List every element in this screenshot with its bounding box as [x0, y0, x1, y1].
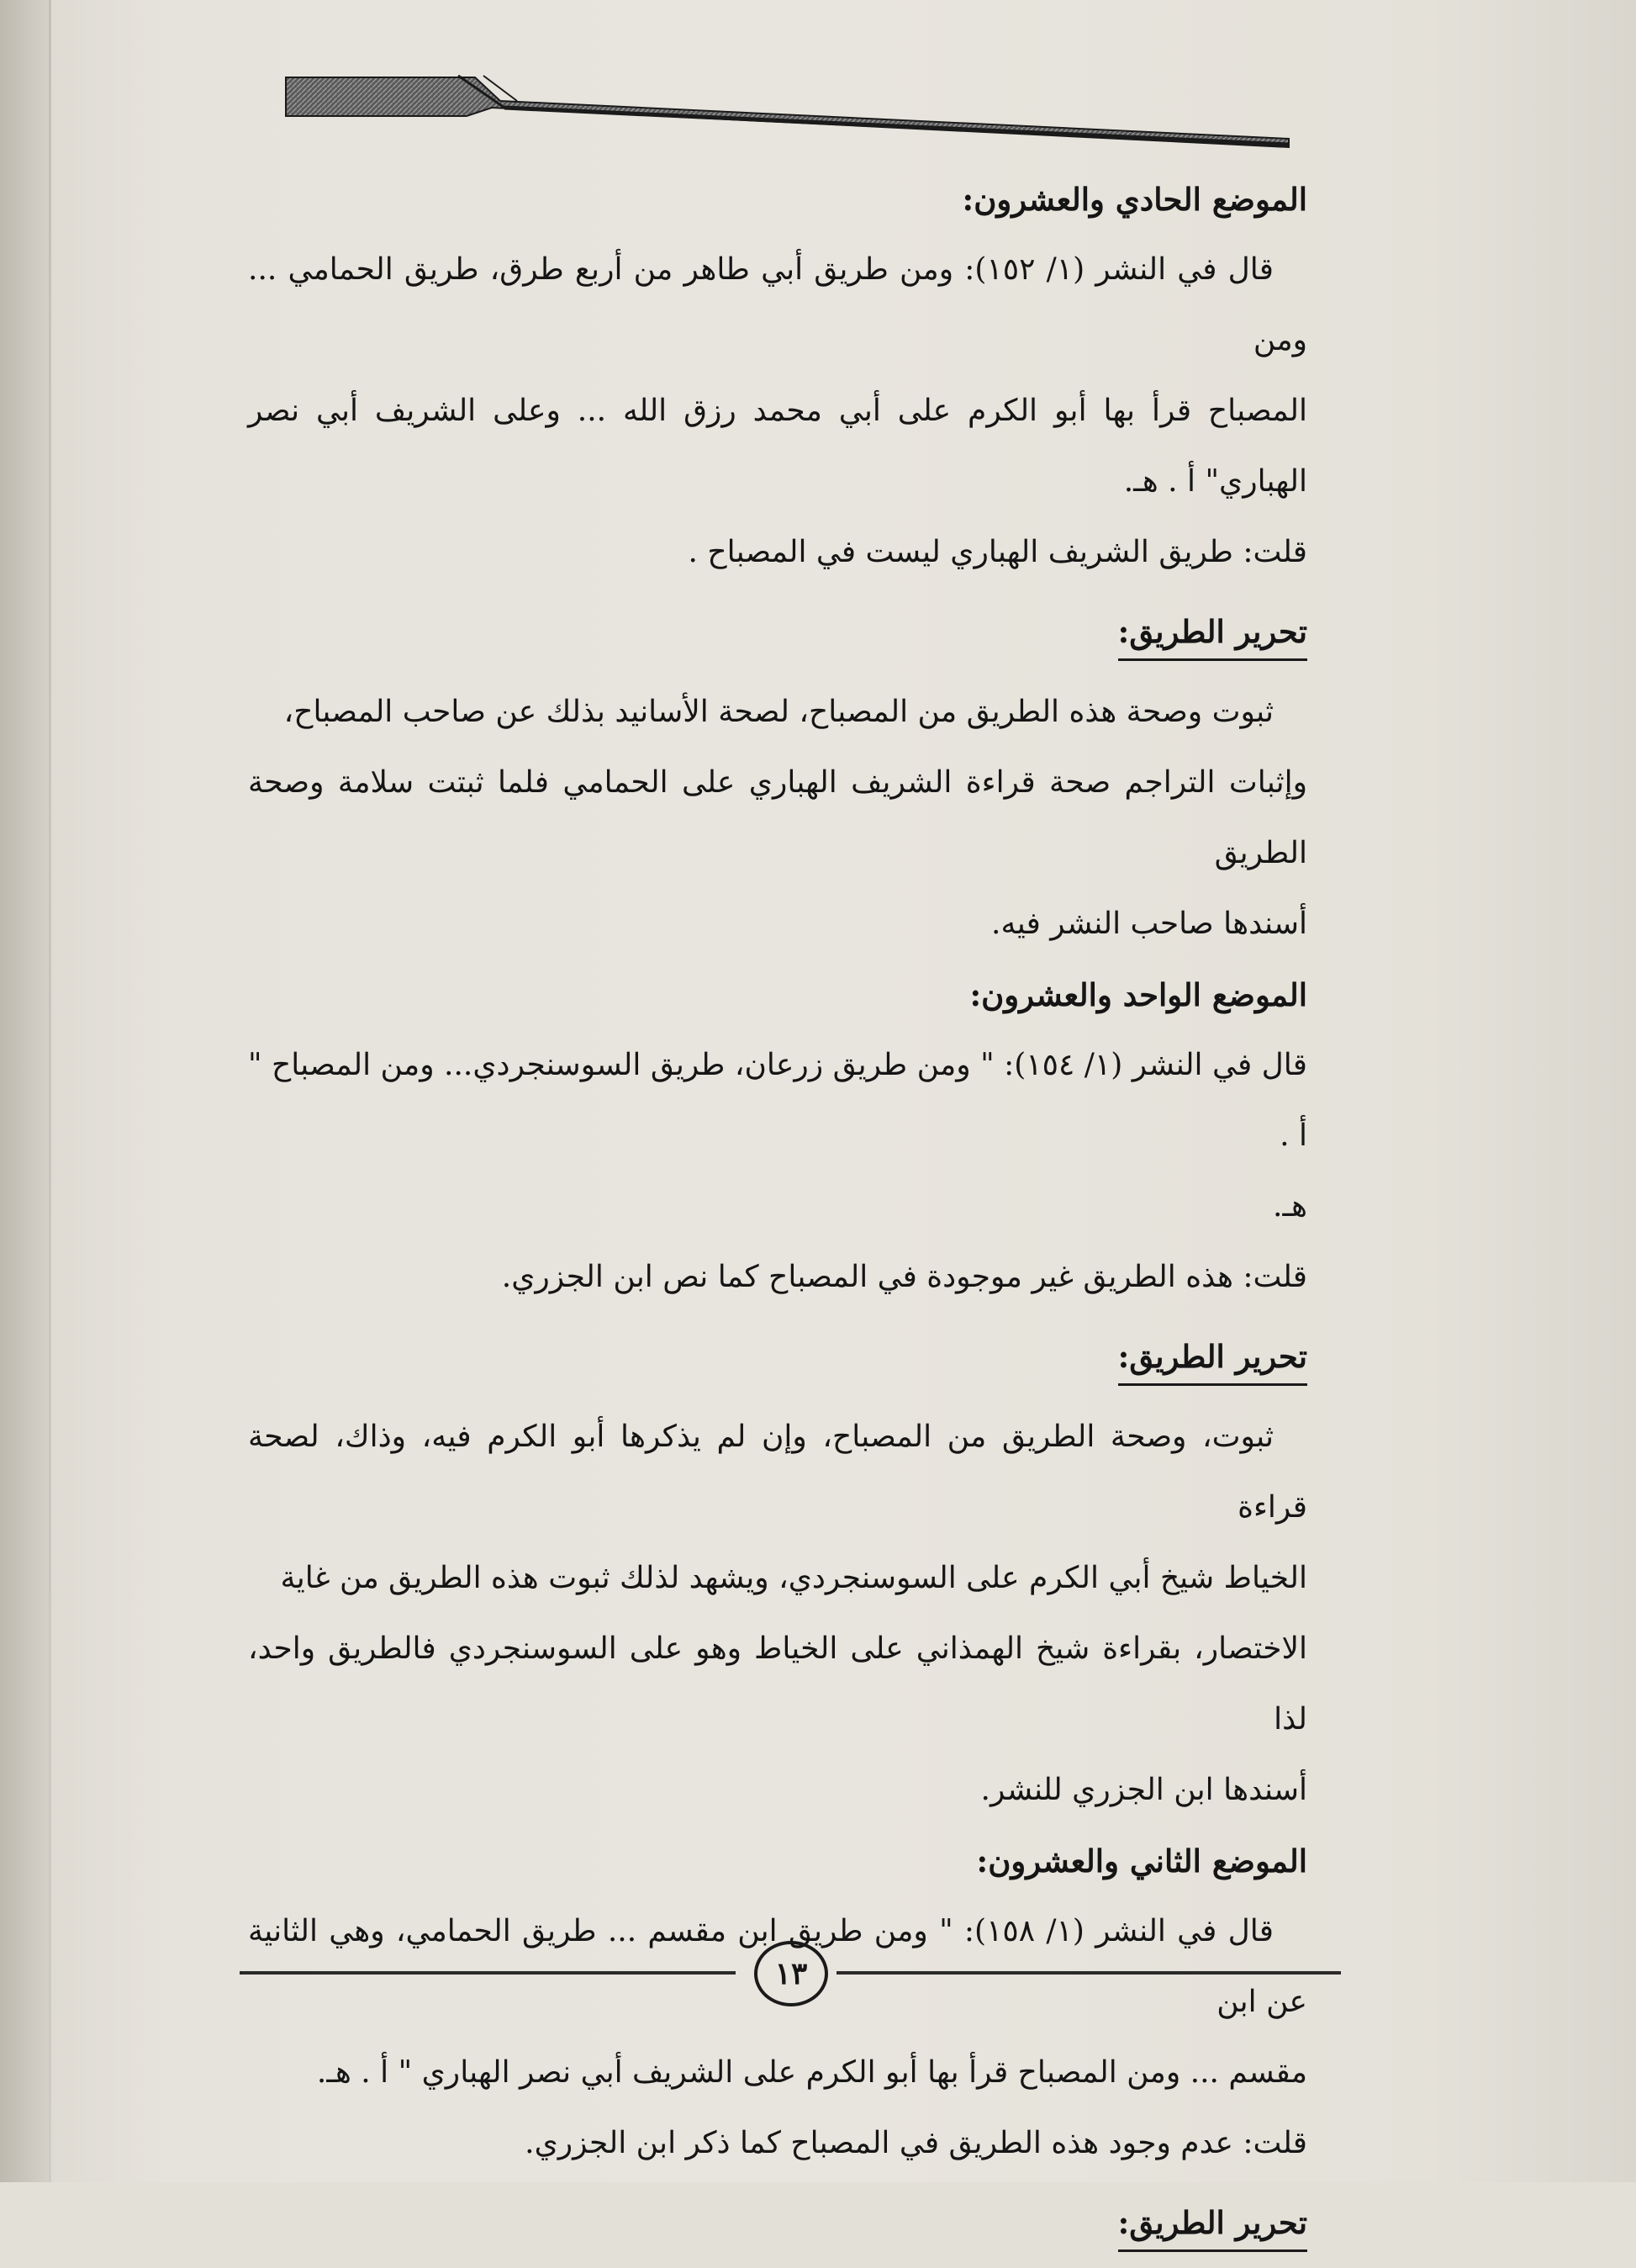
note-line: قلت: عدم وجود هذه الطريق في المصباح كما ذكر ابن الجزري. — [525, 2126, 1307, 2160]
section-heading: الموضع الثاني والعشرون: — [976, 1842, 1307, 1879]
tahrir-heading: تحرير الطريق: — [1118, 606, 1307, 661]
tahrir-line: ثبوت وصحة هذه الطريق من المصباح، لصحة الأسانيد بذلك عن صاحب المصباح، — [283, 695, 1274, 729]
tahrir-heading-wrap — [248, 598, 1307, 669]
page-edge — [49, 0, 51, 2182]
tahrir-line: الاختصار، بقراءة شيخ الهمذاني على الخياط وهو على السوسنجردي فالطريق واحد، لذا — [248, 1631, 1307, 1737]
page-number: ١٣ — [754, 1941, 828, 2006]
footer-rule-left — [240, 1971, 736, 1975]
header-ornament — [282, 67, 1290, 151]
tahrir-heading: تحرير الطريق: — [1118, 1331, 1307, 1386]
tahrir-line: أسندها صاحب النشر فيه. — [991, 907, 1307, 941]
tahrir-heading: تحرير الطريق: — [1118, 2197, 1307, 2252]
section-heading: الموضع الواحد والعشرون: — [969, 976, 1307, 1013]
tahrir-line: الخياط شيخ أبي الكرم على السوسنجردي، ويشهد لذلك ثبوت هذه الطريق من غاية — [280, 1561, 1307, 1595]
note-line: قلت: هذه الطريق غير موجودة في المصباح كما نص ابن الجزري. — [501, 1260, 1307, 1294]
tahrir-line: أسندها ابن الجزري للنشر. — [980, 1773, 1307, 1807]
tahrir-line: ثبوت، وصحة الطريق من المصباح، وإن لم يذكرها أبو الكرم فيه، وذاك، لصحة قراءة — [248, 1419, 1307, 1525]
tahrir-line: وإثبات التراجم صحة قراءة الشريف الهباري على الحمامي فلما ثبتت سلامة وصحة الطريق — [248, 765, 1307, 870]
quote-line: قال في النشر (١/ ١٥٢): ومن طريق أبي طاهر من أربع طرق، طريق الحمامي ... ومن — [248, 252, 1307, 357]
page-footer — [240, 1934, 1341, 2010]
section-heading: الموضع الحادي والعشرون: — [962, 181, 1307, 218]
footer-rule-right — [836, 1971, 1341, 1975]
note-line: قلت: طريق الشريف الهباري ليست في المصباح . — [688, 535, 1307, 569]
tahrir-heading-wrap — [248, 2189, 1307, 2260]
quote-line: قال في النشر (١/ ١٥٤): " ومن طريق زرعان، طريق السوسنجردي... ومن المصباح " أ . — [248, 1048, 1307, 1153]
quote-line: قال في النشر (١/ ١٥٨): " ومن طريق ابن مقسم ... طريق الحمامي، وهي الثانية عن ابن — [248, 1914, 1307, 2019]
quote-line: هـ. — [1273, 1189, 1307, 1224]
quote-line: المصباح قرأ بها أبو الكرم على أبي محمد رزق الله ... وعلى الشريف أبي نصر الهباري" أ . هـ. — [248, 394, 1307, 499]
book-gutter-shadow — [0, 0, 50, 2182]
quote-line: مقسم ... ومن المصباح قرأ بها أبو الكرم على الشريف أبي نصر الهباري " أ . هـ. — [316, 2055, 1307, 2090]
tahrir-heading-wrap — [248, 1323, 1307, 1393]
